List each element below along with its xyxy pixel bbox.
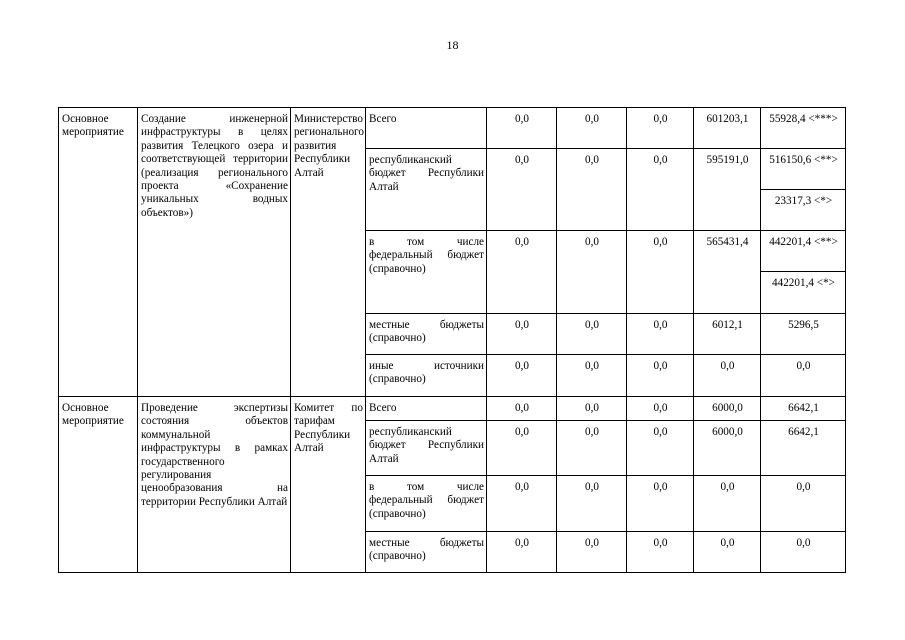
event-name-cell: Создание инженерной инфраструктуры в целях развития Телецкого озера и соответствующей территории (реализация регионального проекта «Сохранение уникальных водных объектов») xyxy=(138,108,291,397)
value-cell: 0,0 xyxy=(627,532,694,573)
table-row xyxy=(59,397,846,421)
value-cell: 6000,0 xyxy=(694,421,761,476)
value-cell: 0,0 xyxy=(557,149,627,231)
event-name-cell: Проведение экспертизы состояния объектов коммунальной инфраструктуры в рамках государственного регулирования ценообразования на территории Республики Алтай xyxy=(138,397,291,573)
value-cell: 0,0 xyxy=(557,397,627,421)
value-cell: 0,0 xyxy=(694,532,761,573)
value-cell: 0,0 xyxy=(694,476,761,532)
value-cell: 6012,1 xyxy=(694,314,761,355)
value-cell: 0,0 xyxy=(557,476,627,532)
event-type-cell: Основное мероприятие xyxy=(59,397,138,573)
value-cell: 0,0 xyxy=(694,355,761,397)
event-type-cell: Основное мероприятие xyxy=(59,108,138,397)
value-cell: 0,0 xyxy=(487,421,557,476)
value-cell: 0,0 xyxy=(487,476,557,532)
funding-source-cell: республиканский бюджет Республики Алтай xyxy=(366,149,487,231)
value-cell: 0,0 xyxy=(487,149,557,231)
value-cell: 0,0 xyxy=(627,421,694,476)
value-cell: 565431,4 xyxy=(694,231,761,314)
value-cell: 0,0 xyxy=(761,476,846,532)
funding-source-cell: местные бюджеты (справочно) xyxy=(366,314,487,355)
value-cell: 0,0 xyxy=(557,421,627,476)
value-cell: 23317,3 <*> xyxy=(761,190,846,231)
value-cell: 6642,1 xyxy=(761,421,846,476)
value-cell: 595191,0 xyxy=(694,149,761,231)
value-cell: 0,0 xyxy=(487,355,557,397)
value-cell: 0,0 xyxy=(627,476,694,532)
executor-cell: Министерство регионального развития Республики Алтай xyxy=(291,108,366,397)
program-table xyxy=(58,107,846,573)
value-cell: 601203,1 xyxy=(694,108,761,149)
page-number: 18 xyxy=(446,38,459,52)
value-cell: 0,0 xyxy=(557,108,627,149)
value-cell: 55928,4 <***> xyxy=(761,108,846,149)
value-cell: 442201,4 <*> xyxy=(761,272,846,314)
value-cell: 0,0 xyxy=(627,149,694,231)
value-cell: 0,0 xyxy=(487,532,557,573)
value-cell: 0,0 xyxy=(627,314,694,355)
value-cell: 0,0 xyxy=(487,108,557,149)
value-cell: 6000,0 xyxy=(694,397,761,421)
value-cell: 0,0 xyxy=(557,532,627,573)
value-cell: 516150,6 <**> xyxy=(761,149,846,190)
value-cell: 0,0 xyxy=(627,397,694,421)
value-cell: 0,0 xyxy=(487,314,557,355)
value-cell: 0,0 xyxy=(557,355,627,397)
funding-source-cell: местные бюджеты (справочно) xyxy=(366,532,487,573)
value-cell: 0,0 xyxy=(487,231,557,314)
funding-source-cell: Всего xyxy=(366,108,487,149)
funding-source-cell: в том числе федеральный бюджет (справочно) xyxy=(366,231,487,314)
value-cell: 6642,1 xyxy=(761,397,846,421)
value-cell: 442201,4 <**> xyxy=(761,231,846,272)
value-cell: 0,0 xyxy=(627,231,694,314)
funding-source-cell: в том числе федеральный бюджет (справочно) xyxy=(366,476,487,532)
funding-source-cell: Всего xyxy=(366,397,487,421)
value-cell: 0,0 xyxy=(557,314,627,355)
table-row xyxy=(59,108,846,149)
value-cell: 5296,5 xyxy=(761,314,846,355)
value-cell: 0,0 xyxy=(627,355,694,397)
value-cell: 0,0 xyxy=(761,355,846,397)
value-cell: 0,0 xyxy=(761,532,846,573)
value-cell: 0,0 xyxy=(557,231,627,314)
funding-source-cell: республиканский бюджет Республики Алтай xyxy=(366,421,487,476)
executor-cell: Комитет по тарифам Республики Алтай xyxy=(291,397,366,573)
value-cell: 0,0 xyxy=(487,397,557,421)
value-cell: 0,0 xyxy=(627,108,694,149)
funding-source-cell: иные источники (справочно) xyxy=(366,355,487,397)
